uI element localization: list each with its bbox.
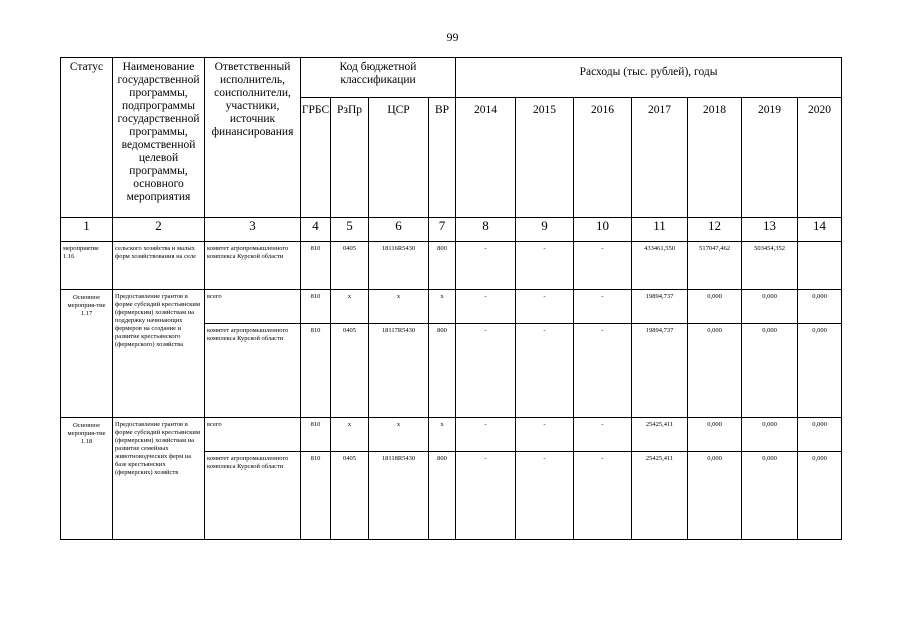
row-csr: 18116R5430: [369, 242, 429, 290]
row-2016: -: [574, 324, 632, 418]
column-number: 12: [688, 218, 742, 242]
column-number: 11: [632, 218, 688, 242]
row-2020: 0,000: [798, 290, 842, 324]
header-executor: Ответственный исполнитель, соисполнители, участники, источник финансирования: [205, 58, 301, 218]
budget-table: [60, 57, 842, 540]
column-number: 9: [516, 218, 574, 242]
column-number: 8: [456, 218, 516, 242]
row-status: мероприятие 1.16: [61, 242, 113, 290]
row-csr: х: [369, 418, 429, 452]
row-2016: -: [574, 418, 632, 452]
row-vr: 800: [429, 452, 456, 540]
row-vr: х: [429, 290, 456, 324]
header-budget-code: Код бюджетной классификации: [301, 58, 456, 98]
column-number: 6: [369, 218, 429, 242]
row-rzpr: х: [331, 290, 369, 324]
row-status: Основное мероприя-тие 1.18: [61, 418, 113, 540]
row-2014: -: [456, 242, 516, 290]
column-number-row: [61, 218, 842, 242]
header-status: Статус: [61, 58, 113, 218]
row-grbs: 810: [301, 242, 331, 290]
header-name: Наименование государственной программы, подпрограммы государственной программы, ведомственной целевой программы, основного мероприятия: [113, 58, 205, 218]
row-2020: 0,000: [798, 418, 842, 452]
row-2015: -: [516, 452, 574, 540]
row-rzpr: 0405: [331, 242, 369, 290]
table-row: [61, 290, 842, 324]
row-vr: 800: [429, 324, 456, 418]
row-csr: 18118R5430: [369, 452, 429, 540]
column-number: 13: [742, 218, 798, 242]
row-2018: 517047,462: [688, 242, 742, 290]
column-number: 7: [429, 218, 456, 242]
header-grbs: ГРБС: [301, 98, 331, 218]
row-csr: х: [369, 290, 429, 324]
header-csr: ЦСР: [369, 98, 429, 218]
row-status: Основное мероприя-тие 1.17: [61, 290, 113, 418]
row-rzpr: 0405: [331, 324, 369, 418]
row-2014: -: [456, 452, 516, 540]
row-2018: 0,000: [688, 452, 742, 540]
row-2019: 0,000: [742, 324, 798, 418]
row-executor: всего: [205, 418, 301, 452]
header-year-2019: 2019: [742, 98, 798, 218]
row-2015: -: [516, 418, 574, 452]
row-grbs: 810: [301, 418, 331, 452]
row-executor: комитет агропромышленного комплекса Курской области: [205, 452, 301, 540]
table-row: [61, 242, 842, 290]
row-vr: 800: [429, 242, 456, 290]
row-2019: 503454,352: [742, 242, 798, 290]
header-year-2017: 2017: [632, 98, 688, 218]
row-rzpr: 0405: [331, 452, 369, 540]
header-year-2018: 2018: [688, 98, 742, 218]
header-rzpr: РзПр: [331, 98, 369, 218]
row-2015: -: [516, 324, 574, 418]
row-name: Предоставление грантов в форме субсидий крестьянским (фермерским) хозяйствам на развитие семейных животноводческих ферм на базе крестьянских (фермерских) хозяйств: [113, 418, 205, 540]
header-vr: ВР: [429, 98, 456, 218]
row-executor: всего: [205, 290, 301, 324]
row-2015: -: [516, 290, 574, 324]
row-2019: 0,000: [742, 452, 798, 540]
row-2018: 0,000: [688, 418, 742, 452]
header-year-2014: 2014: [456, 98, 516, 218]
row-2017: 19894,737: [632, 290, 688, 324]
row-grbs: 810: [301, 290, 331, 324]
row-grbs: 810: [301, 324, 331, 418]
row-2017: 433461,550: [632, 242, 688, 290]
row-executor: комитет агропромышленного комплекса Курской области: [205, 242, 301, 290]
row-csr: 18117R5430: [369, 324, 429, 418]
column-number: 1: [61, 218, 113, 242]
row-2014: -: [456, 418, 516, 452]
row-2020: [798, 242, 842, 290]
row-2015: -: [516, 242, 574, 290]
header-expenses: Расходы (тыс. рублей), годы: [456, 58, 842, 98]
header-year-2020: 2020: [798, 98, 842, 218]
row-2014: -: [456, 324, 516, 418]
column-number: 2: [113, 218, 205, 242]
row-2014: -: [456, 290, 516, 324]
row-2020: 0,000: [798, 324, 842, 418]
row-2016: -: [574, 452, 632, 540]
row-2018: 0,000: [688, 290, 742, 324]
row-name: Предоставление грантов в форме субсидий крестьянским (фермерским) хозяйствам на поддержку начинающих фермеров на создание и развитие крестьянского (фермерского) хозяйства: [113, 290, 205, 418]
header-year-2015: 2015: [516, 98, 574, 218]
row-2017: 25425,411: [632, 418, 688, 452]
row-rzpr: х: [331, 418, 369, 452]
row-vr: х: [429, 418, 456, 452]
row-2018: 0,000: [688, 324, 742, 418]
row-2019: 0,000: [742, 290, 798, 324]
page-number: 99: [446, 30, 459, 44]
column-number: 4: [301, 218, 331, 242]
row-grbs: 810: [301, 452, 331, 540]
row-2016: -: [574, 242, 632, 290]
row-2017: 19894,737: [632, 324, 688, 418]
row-2016: -: [574, 290, 632, 324]
table-row: [61, 418, 842, 452]
header-year-2016: 2016: [574, 98, 632, 218]
row-2019: 0,000: [742, 418, 798, 452]
column-number: 10: [574, 218, 632, 242]
row-name: сельского хозяйства и малых форм хозяйствования на селе: [113, 242, 205, 290]
row-executor: комитет агропромышленного комплекса Курской области: [205, 324, 301, 418]
row-2017: 25425,411: [632, 452, 688, 540]
row-2020: 0,000: [798, 452, 842, 540]
column-number: 3: [205, 218, 301, 242]
column-number: 5: [331, 218, 369, 242]
column-number: 14: [798, 218, 842, 242]
